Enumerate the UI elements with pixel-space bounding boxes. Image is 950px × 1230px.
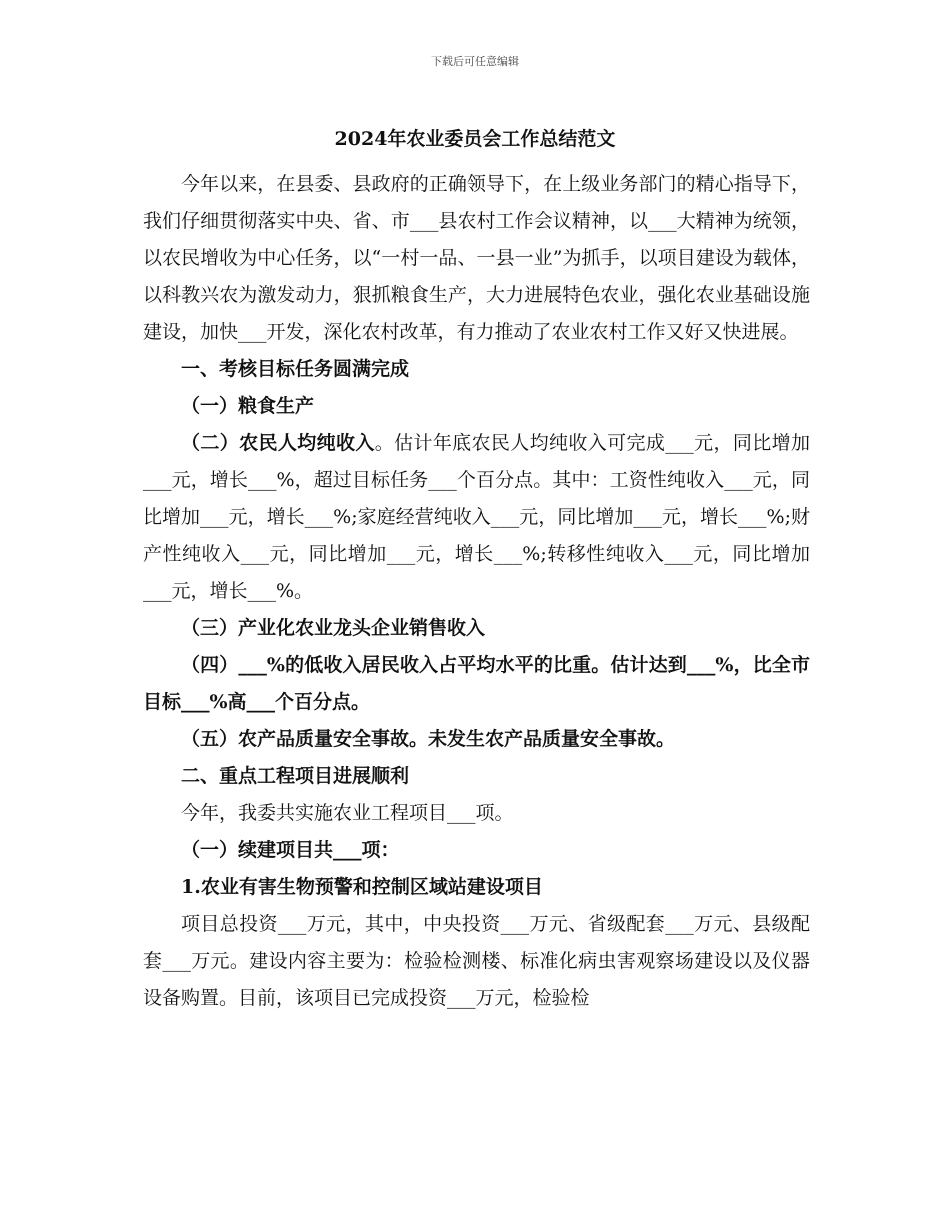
item-food-safety: （五）农产品质量安全事故。未发生农产品质量安全事故。 xyxy=(181,728,676,750)
item-low-income-ratio: （四）___%的低收入居民收入占平均水平的比重。估计达到___%，比全市目标___%高___个百分点。 xyxy=(143,654,810,713)
section-heading-1: 一、考核目标任务圆满完成 xyxy=(181,358,410,380)
document-body xyxy=(143,166,810,1017)
section-heading-2: 二、重点工程项目进展顺利 xyxy=(181,765,410,787)
item-farmer-income-title: （二）农民人均纯收入 xyxy=(181,432,375,454)
item-grain-production: （一）粮食生产 xyxy=(181,395,315,417)
section2-intro: 今年，我委共实施农业工程项目___项。 xyxy=(181,802,514,824)
project1-title: 1.农业有害生物预警和控制区域站建设项目 xyxy=(181,876,543,898)
item-enterprise-sales: （三）产业化农业龙头企业销售收入 xyxy=(181,617,486,639)
intro-paragraph: 今年以来，在县委、县政府的正确领导下，在上级业务部门的精心指导下，我们仔细贯彻落实中央、省、市___县农村工作会议精神，以___大精神为统领，以农民增收为中心任务，以“一村一品、一县一业”为抓手，以项目建设为载体，以科教兴农为激发动力，狠抓粮食生产，大力进展特色农业，强化农业基础设施建设，加快___开发，深化农村改革，有力推动了农业农村工作又好又快进展。 xyxy=(143,173,810,343)
project1-text: 项目总投资___万元，其中，中央投资___万元、省级配套___万元、县级配套___万元。建设内容主要为：检验检测楼、标准化病虫害观察场建设以及仪器设备购置。目前，该项目已完成投资___万元，检验检 xyxy=(143,913,810,1009)
subsection-continuing-projects: （一）续建项目共___项： xyxy=(181,839,400,861)
item-farmer-income xyxy=(143,425,810,610)
document-title: 2024年农业委员会工作总结范文 xyxy=(334,128,616,150)
item-farmer-income-text: 。估计年底农民人均纯收入可完成___元，同比增加___元，增长___%，超过目标任务___个百分点。其中：工资性纯收入___元，同比增加___元，增长___%;家庭经营纯收入___元，同比增加___元，增长___%;财产性纯收入___元，同比增加___元，增长___%;转移性纯收入___元，同比增加___元，增长___%。 xyxy=(143,432,810,602)
page-header: 下载后可任意编辑 xyxy=(431,55,519,68)
